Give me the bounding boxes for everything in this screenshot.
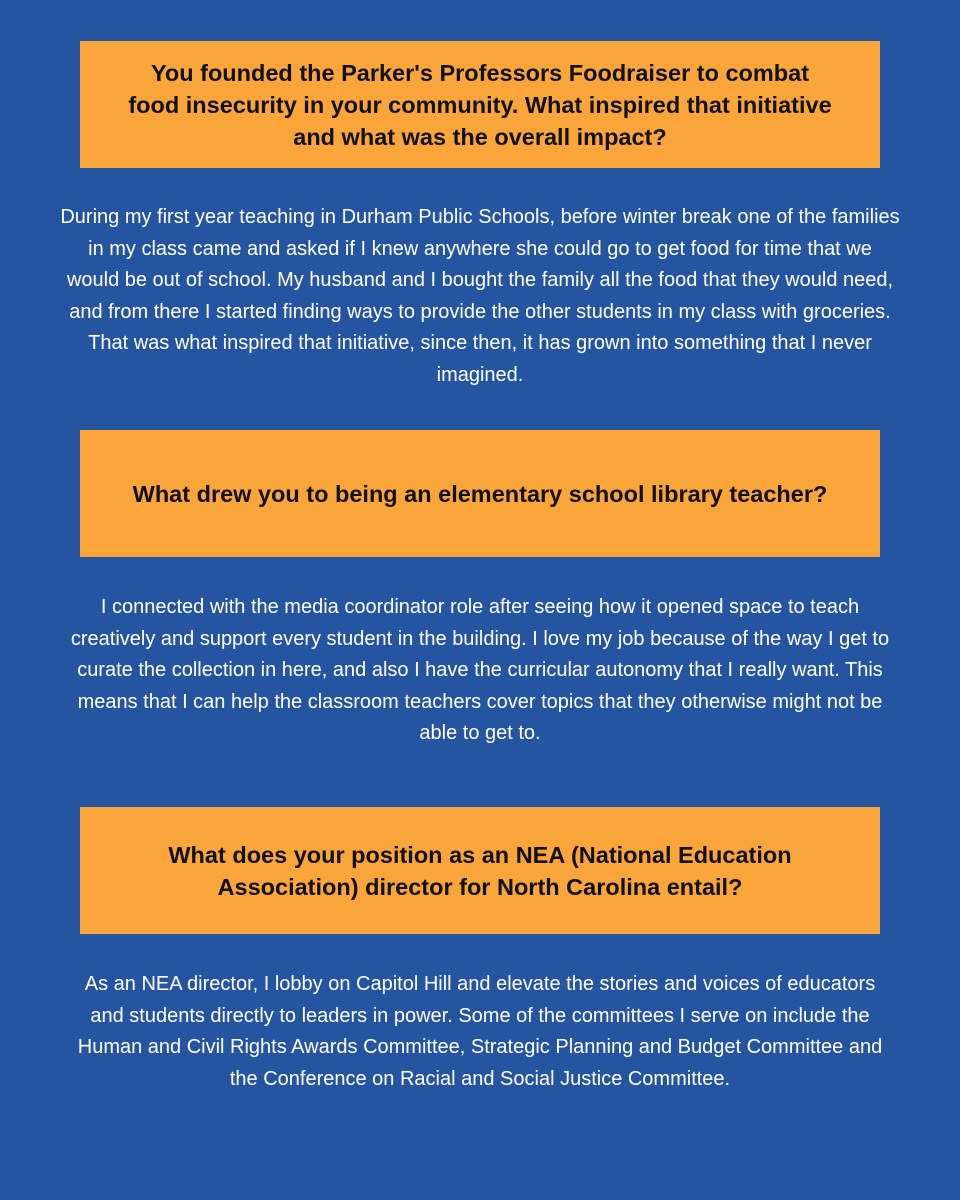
answer-1-text: During my first year teaching in Durham Public Schools, before winter break one of the families in my class came and asked if I knew anywhere she could go to get food for time that we would be out of school. My husband and I bought the family all the food that they would need, and from there I started finding ways to provide the other students in my class with groceries. That was what inspired that initiative, since then, it has grown into something that I never imagined.: [60, 206, 900, 386]
question-1-text: You founded the Parker's Professors Foodraiser to combat food insecurity in your community. What inspired that initiative and what was the overall impact?: [128, 59, 832, 150]
answer-3-text: As an NEA director, I lobby on Capitol Hill and elevate the stories and voices of educators and students directly to leaders in power. Some of the committees I serve on include the Human and Civil Rights Awards Committee, Strategic Planning and Budget Committee and the Conference on Racial and Social Justice Committee.: [77, 973, 883, 1090]
question-box-2: [80, 430, 880, 557]
question-box-1: [80, 41, 880, 168]
question-3-text: What does your position as an NEA (National Education Association) director for North Carolina entail?: [168, 841, 792, 900]
answer-2-text: I connected with the media coordinator role after seeing how it opened space to teach creatively and support every student in the building. I love my job because of the way I get to curate the collection in here, and also I have the curricular autonomy that I really want. This means that I can help the classroom teachers cover topics that they otherwise might not be able to get to.: [70, 596, 890, 744]
question-2-text: What drew you to being an elementary school library teacher?: [132, 480, 828, 507]
question-box-3: [80, 807, 880, 934]
